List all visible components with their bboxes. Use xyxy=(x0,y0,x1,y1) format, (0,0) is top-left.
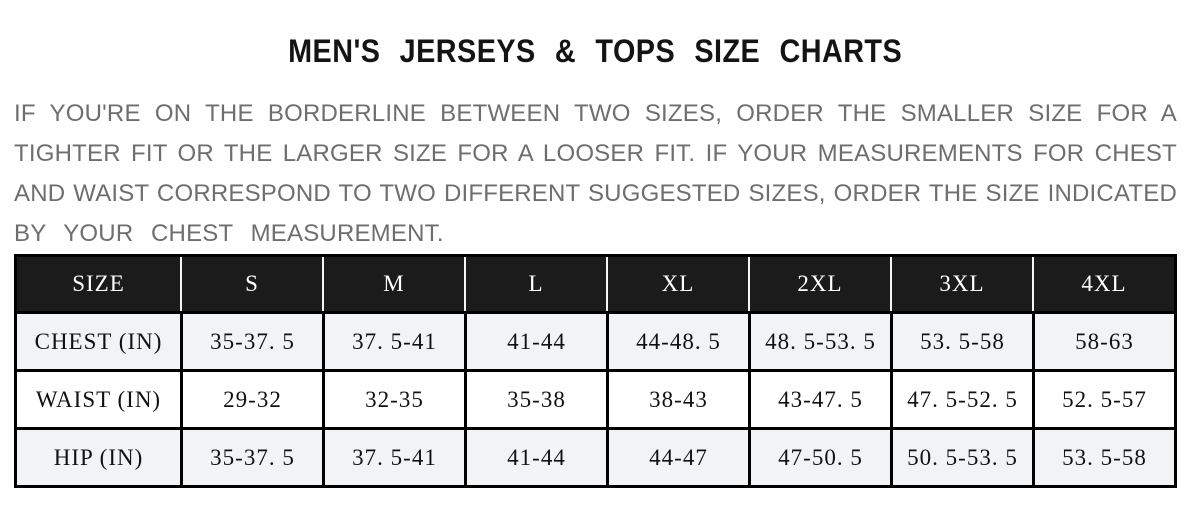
page-title xyxy=(0,32,1191,70)
table-cell: 58-63 xyxy=(1032,311,1174,369)
table-cell: 38-43 xyxy=(606,369,748,427)
table-cell: 47-50. 5 xyxy=(748,427,890,485)
table-cell: 35-37. 5 xyxy=(180,311,322,369)
table-row-waist xyxy=(17,369,1174,427)
table-cell: 48. 5-53. 5 xyxy=(748,311,890,369)
intro-line-2: TIGHTER FIT OR THE LARGER SIZE FOR A LOOSER FIT. IF YOUR MEASUREMENTS FOR CHEST xyxy=(14,140,1177,167)
size-chart-table xyxy=(14,254,1177,488)
column-header-2xl: 2XL xyxy=(748,257,890,311)
column-header-4xl: 4XL xyxy=(1032,257,1174,311)
intro-line-4: BY YOUR CHEST MEASUREMENT. xyxy=(14,220,444,247)
table-cell: 52. 5-57 xyxy=(1032,369,1174,427)
table-cell: 37. 5-41 xyxy=(322,427,464,485)
column-header-m: M xyxy=(322,257,464,311)
size-chart-page xyxy=(0,32,1191,510)
table-cell: 50. 5-53. 5 xyxy=(890,427,1032,485)
column-header-s: S xyxy=(180,257,322,311)
table-cell: 32-35 xyxy=(322,369,464,427)
table-cell: 41-44 xyxy=(464,427,606,485)
column-header-l: L xyxy=(464,257,606,311)
column-header-size: SIZE xyxy=(17,257,180,311)
table-cell: 43-47. 5 xyxy=(748,369,890,427)
table-row-chest xyxy=(17,311,1174,369)
page-title-text: MEN'S JERSEYS & TOPS SIZE CHARTS xyxy=(288,33,903,69)
table-cell: 41-44 xyxy=(464,311,606,369)
column-header-xl: XL xyxy=(606,257,748,311)
table-cell: 37. 5-41 xyxy=(322,311,464,369)
table-header-row xyxy=(17,257,1174,311)
intro-line-3: AND WAIST CORRESPOND TO TWO DIFFERENT SUGGESTED SIZES, ORDER THE SIZE INDICATED xyxy=(14,180,1177,207)
table-cell: 44-47 xyxy=(606,427,748,485)
row-label-hip: HIP (IN) xyxy=(17,427,180,485)
intro-paragraph xyxy=(14,94,1177,254)
table-row-hip xyxy=(17,427,1174,485)
column-header-3xl: 3XL xyxy=(890,257,1032,311)
table-cell: 44-48. 5 xyxy=(606,311,748,369)
table-cell: 53. 5-58 xyxy=(1032,427,1174,485)
row-label-waist: WAIST (IN) xyxy=(17,369,180,427)
row-label-chest: CHEST (IN) xyxy=(17,311,180,369)
table-cell: 35-38 xyxy=(464,369,606,427)
table-cell: 53. 5-58 xyxy=(890,311,1032,369)
intro-line-1: IF YOU'RE ON THE BORDERLINE BETWEEN TWO SIZES, ORDER THE SMALLER SIZE FOR A xyxy=(14,100,1177,127)
table-cell: 35-37. 5 xyxy=(180,427,322,485)
table-cell: 29-32 xyxy=(180,369,322,427)
table-cell: 47. 5-52. 5 xyxy=(890,369,1032,427)
